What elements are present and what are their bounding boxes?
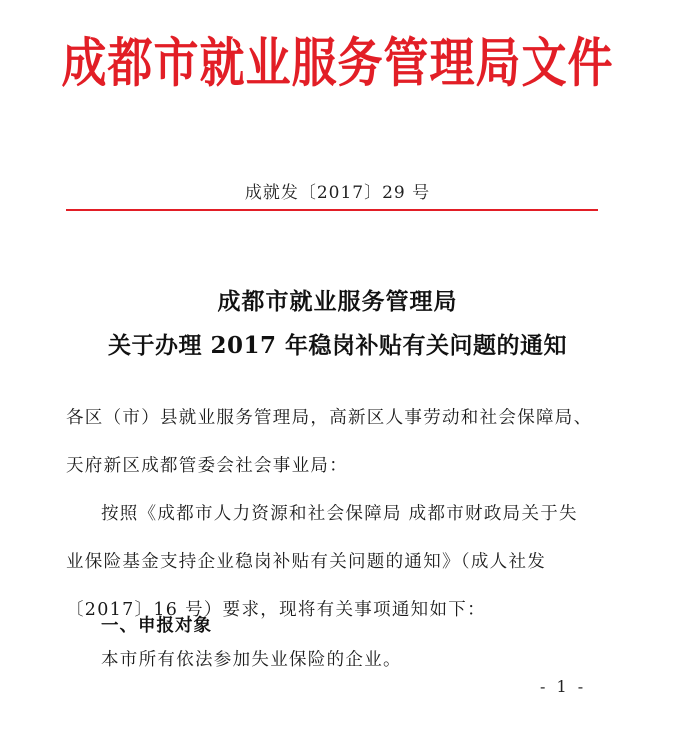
notice-title-line-1: 成都市就业服务管理局 <box>217 288 458 315</box>
paragraph-1-line-1: 按照《成都市人力资源和社会保障局 成都市财政局关于失 <box>101 504 578 524</box>
org-header-title: 成都市就业服务管理局文件 <box>61 31 614 94</box>
recipients-line-1: 各区（市）县就业服务管理局，高新区人事劳动和社会保障局、 <box>66 408 593 428</box>
recipients-line-2: 天府新区成都管委会社会事业局： <box>66 456 348 476</box>
section-1-heading: 一、申报对象 <box>101 616 212 636</box>
section-1-text: 本市所有依法参加失业保险的企业。 <box>101 650 402 670</box>
red-divider-line <box>66 209 598 211</box>
paragraph-1-line-3: 〔2017〕16 号）要求，现将有关事项通知如下： <box>66 600 486 620</box>
page-number: - 1 - <box>540 677 587 696</box>
paragraph-1-line-2: 业保险基金支持企业稳岗补贴有关问题的通知》（成人社发 <box>66 552 547 572</box>
notice-title-line-2: 关于办理 2017 年稳岗补贴有关问题的通知 <box>107 332 568 359</box>
document-number: 成就发〔2017〕29 号 <box>244 183 431 203</box>
